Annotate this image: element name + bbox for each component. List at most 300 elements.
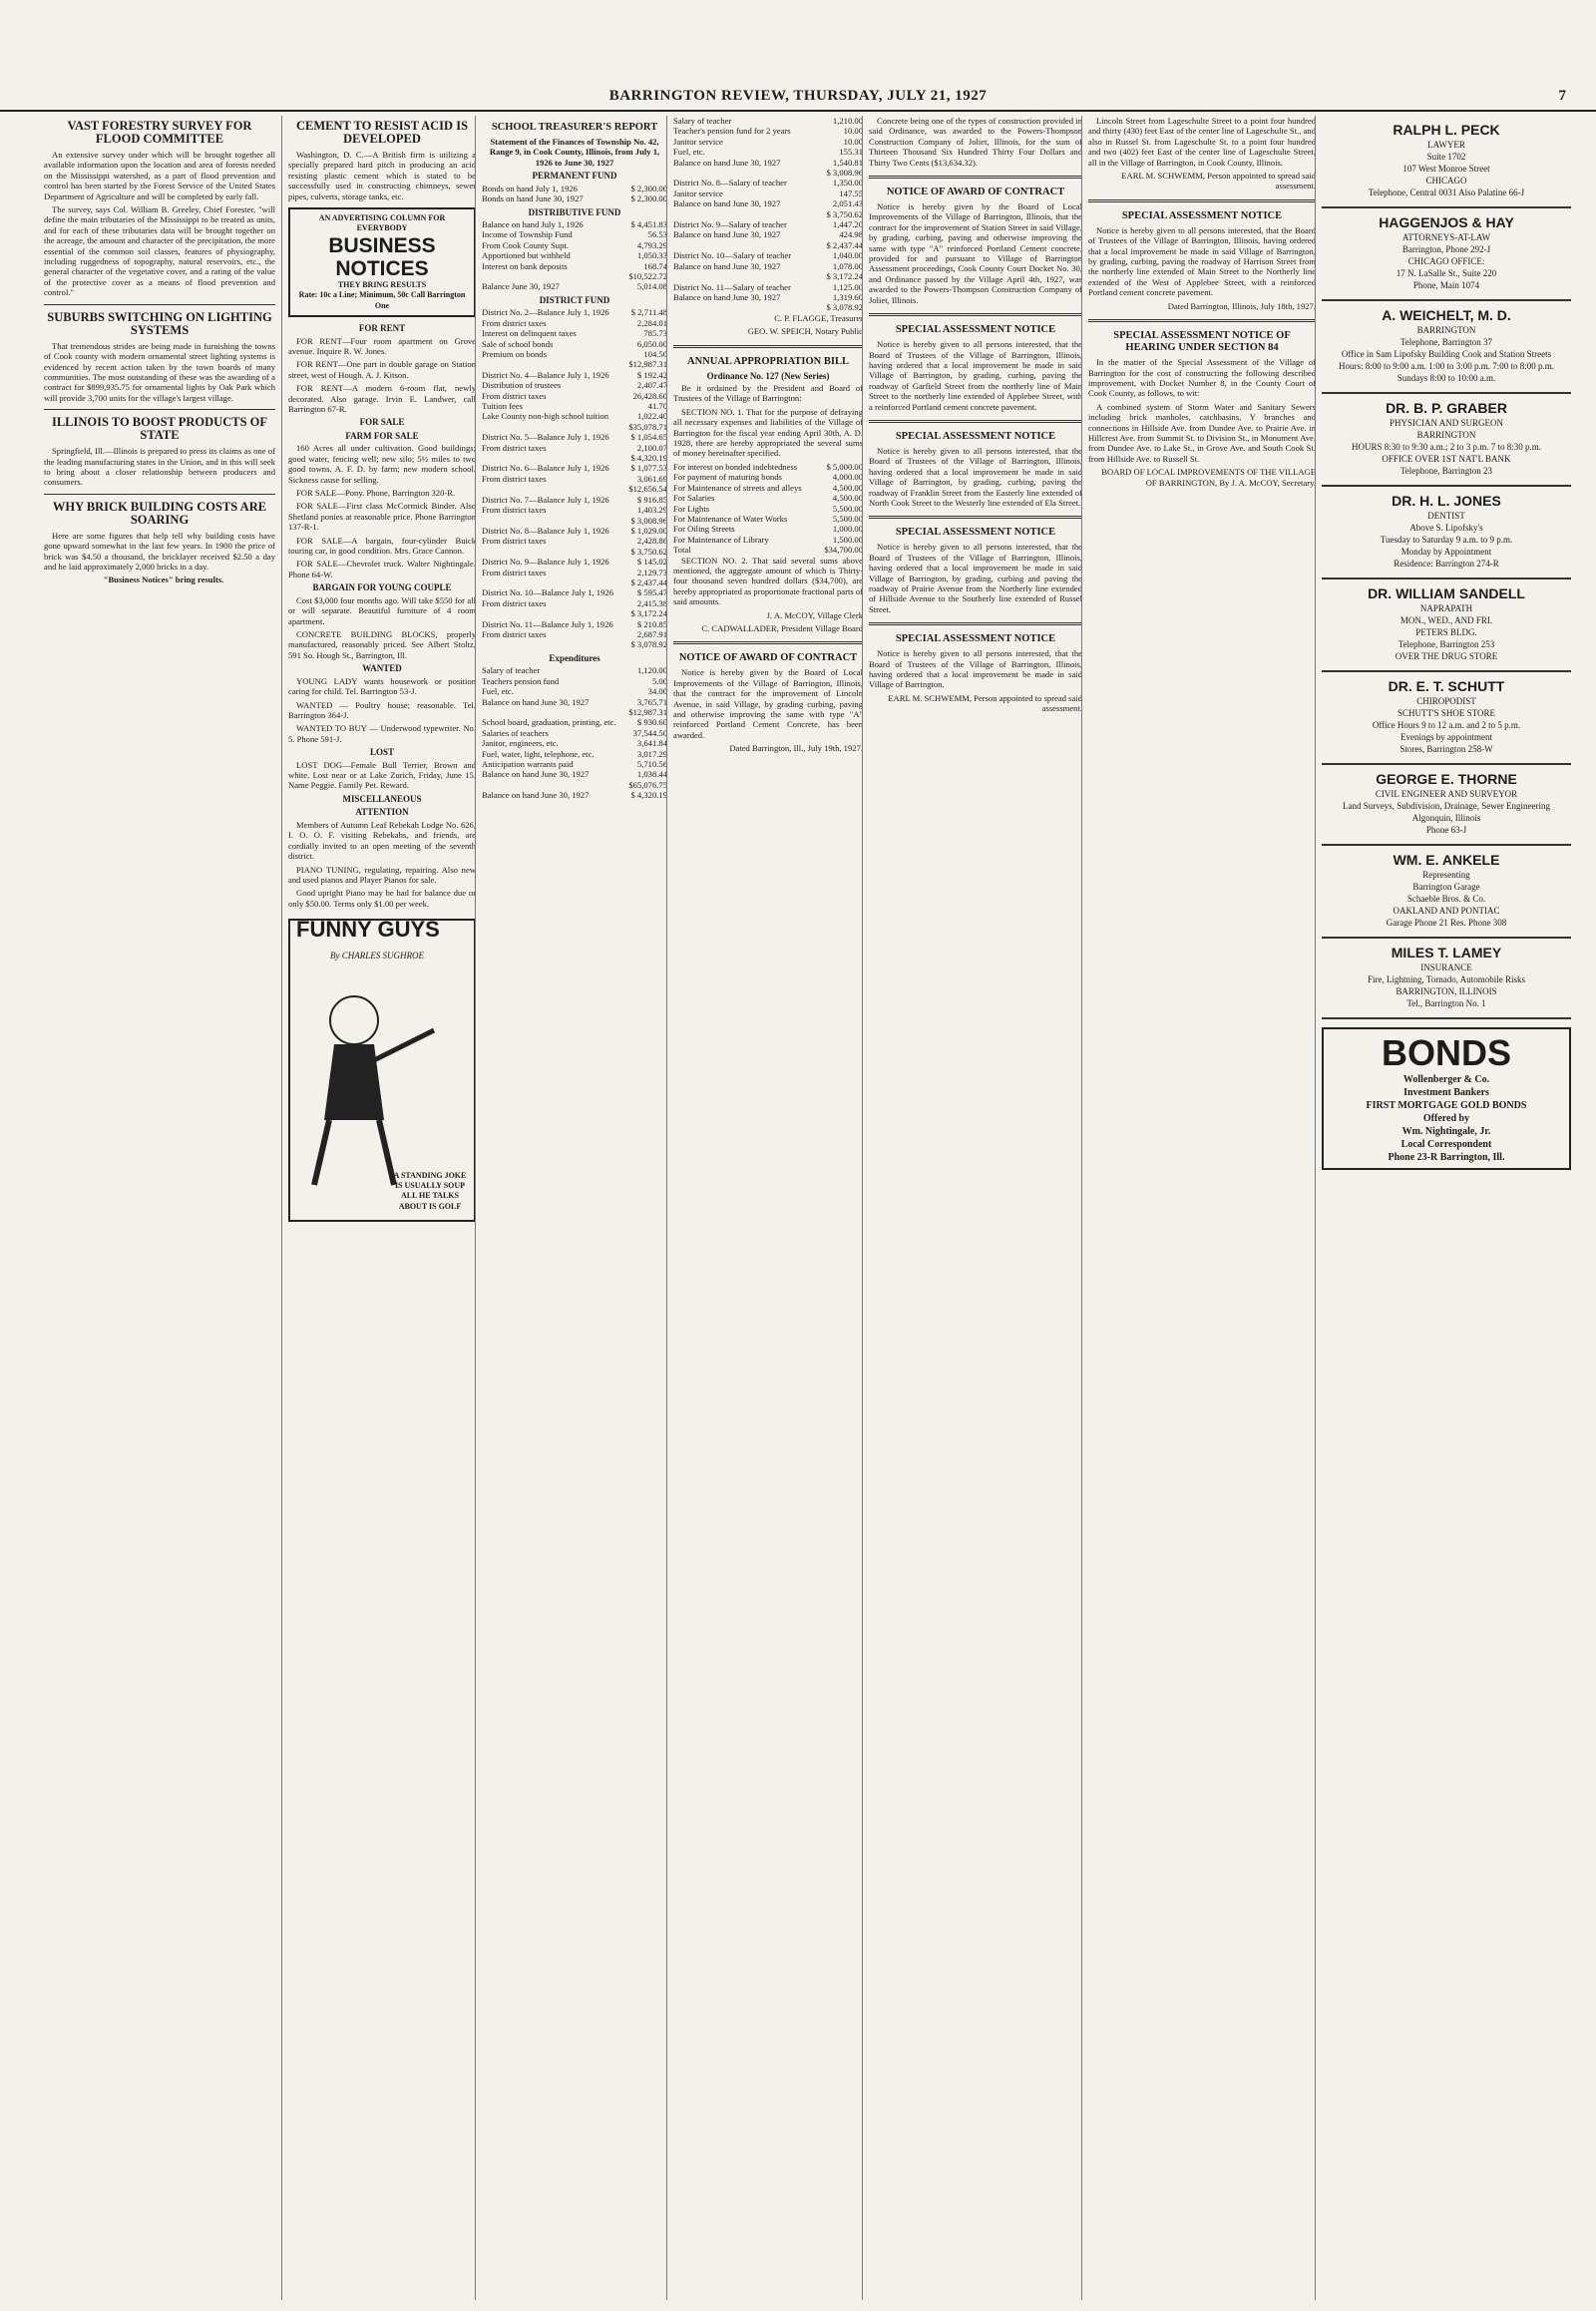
business-card-line: Schaeble Bros. & Co. — [1406, 894, 1486, 904]
ledger-label: Sale of school bonds — [482, 338, 554, 349]
ledger-amount: $ 916.85 — [636, 494, 667, 505]
bonds-ad — [1322, 1027, 1571, 1170]
ledger-row — [673, 178, 863, 188]
ledger-amount: 1,210.00 — [832, 116, 863, 126]
article-text: Concrete being one of the types of construction provided in said Ordinance, was awarded to the Powers-Thompson Construction Company of Joliet, Illinois, for the sum of Thirteen Thousand Six Hundred Thirty Four Dollars and Thirty Two Cents ($13,634.32). — [869, 116, 1082, 168]
ledger-label: Janitor service — [673, 188, 723, 198]
business-card-line: BARRINGTON, ILLINOIS — [1396, 986, 1497, 996]
business-card — [1322, 672, 1571, 765]
ledger-row — [482, 505, 667, 515]
classified-ad: FOR RENT—One part in double garage on Station street, west of Hough. A. J. Kitson. — [288, 359, 476, 380]
article-text: Notice is hereby given to all persons interested, that the Board of Trustees of the Village of Barrington, Illinois, having ordered that a local improvement be made in said Village of Barrington, by grading, curbing, paving the roadway of Franklin Street from the Easterly line extended of North Cook Street to the Westerly line extended of Ela Street. — [869, 445, 1082, 508]
ledger-amount: $ 3,008.96 — [630, 515, 667, 526]
business-card-line: Tel., Barrington No. 1 — [1406, 998, 1486, 1008]
ledger-amount: 5,500.00 — [832, 503, 863, 514]
business-card-line: Barrington Garage — [1412, 882, 1480, 892]
section-wanted: WANTED — [362, 663, 402, 674]
ledger-label: From district taxes — [482, 473, 547, 484]
ledger-amount: $ 2,300.00 — [630, 183, 667, 193]
ledger-row — [673, 302, 863, 312]
column-6 — [1081, 116, 1316, 2300]
article-text: Notice is hereby given to all persons interested, that the Board of Trustees of the Village of Barrington, Illinois, having ordered that a local improvement be made in said Village of Barrington. — [869, 648, 1082, 690]
bonds-title: BONDS — [1381, 1032, 1511, 1073]
newspaper-title: BARRINGTON REVIEW, THURSDAY, JULY 21, 1927 — [608, 88, 988, 104]
ledger-amount: 1,319.60 — [832, 291, 863, 302]
business-card-line: SCHUTT'S SHOE STORE — [1397, 708, 1495, 718]
ledger-amount: $ 5,000.00 — [826, 461, 863, 472]
ledger-row — [482, 598, 667, 608]
ledger-amount: 56.53 — [647, 229, 667, 240]
ledger-amount: $ 595.47 — [636, 587, 667, 598]
divider — [44, 494, 275, 495]
ledger-amount: $ 3,008.96 — [826, 168, 863, 179]
ledger-amount: $ 3,750.62 — [630, 546, 667, 557]
ledger-label: Fuel, water, light, telephone, etc. — [482, 748, 595, 759]
business-card-line: CHIROPODIST — [1416, 696, 1476, 706]
ledger-amount: $65,076.75 — [628, 779, 667, 790]
ledger-row — [482, 271, 667, 281]
ledger-row — [673, 229, 863, 239]
headline-award-contract: NOTICE OF AWARD OF CONTRACT — [886, 187, 1065, 198]
ledger-amount: 4,500.00 — [832, 493, 863, 504]
ledger-label: Balance on hand June 30, 1927 — [482, 769, 590, 780]
ledger-row — [673, 116, 863, 126]
ledger-row — [482, 676, 667, 686]
ledger-label: Total — [673, 545, 691, 556]
business-card-line: BARRINGTON — [1416, 430, 1476, 440]
ledger-label: Bonds on hand July 1, 1926 — [482, 183, 578, 193]
ledger-amount: 1,540.81 — [832, 157, 863, 168]
ledger-label: For Lights — [673, 503, 710, 514]
section-lost: LOST — [369, 747, 394, 758]
ledger-label: For Maintenance of Library — [673, 534, 769, 545]
ledger-label: Interest on bank deposits — [482, 260, 568, 271]
business-card-line: OFFICE OVER 1ST NAT'L BANK — [1382, 454, 1511, 464]
business-card-line: Telephone, Barrington 253 — [1397, 639, 1495, 649]
ledger-row — [482, 568, 667, 578]
business-card-line: Fire, Lightning, Tornado, Automobile Risks — [1368, 974, 1525, 984]
ledger-row — [482, 391, 667, 401]
ledger-expenditures-cont — [673, 116, 863, 313]
article-text: Notice is hereby given to all persons interested, that the Board of Trustees of the Village of Barrington, Illinois, having ordered that a local improvement be made in said Village of Barrington, by grading, curbing, paving the roadway of Garfield Street from the northerly line of Main Street to the northerly line extended of Applebee Street, with a reinforced Portland cement concrete pavement. — [869, 339, 1082, 412]
headline-forestry: VAST FORESTRY SURVEY FOR FLOOD COMMITTEE — [67, 119, 252, 146]
ledger-label: Balance June 30, 1927 — [482, 281, 560, 292]
article-text: Be it ordained by the President and Board of Trustees of the Village of Barrington: — [673, 383, 863, 404]
ledger-row — [482, 250, 667, 260]
classified-ad: 160 Acres all under cultivation. Good buildings; good water, fencing well; new silo; 5½ miles to two good towns. A. F. D. by farm; new modern school. Sickness cause for selling. — [288, 443, 476, 485]
ledger-row — [482, 780, 667, 790]
ledger-amount: $12,987.31 — [628, 359, 667, 370]
ledger-amount: 37,544.50 — [632, 727, 667, 738]
ledger-row — [482, 229, 667, 239]
classified-ad: Cost $3,000 four months ago. Will take $550 for all or will separate. Beautiful furniture of 4 room apartment. — [288, 594, 476, 626]
headline-appropriation: ANNUAL APPROPRIATION BILL — [687, 355, 849, 367]
business-card-name: DR. H. L. JONES — [1392, 493, 1501, 509]
classified-ad: FOR RENT—A modern 6-room flat, newly decorated. Also garage. Irvin E. Landwer, call Barrington 67-R. — [288, 383, 476, 414]
cartoon-caption: A STANDING JOKE IS USUALLY SOUP ALL HE TALKS ABOUT IS GOLF — [393, 1170, 467, 1211]
ledger-row — [482, 728, 667, 738]
business-card-name: DR. E. T. SCHUTT — [1388, 678, 1505, 694]
business-card-line: Garage Phone 21 Res. Phone 308 — [1386, 918, 1507, 928]
ledger-amount: $ 210.85 — [636, 618, 667, 629]
ledger-amount: 1,500.00 — [832, 534, 863, 545]
classified-ad: Good upright Piano may be had for balance due or only $50.00. Terms only $1.00 per week. — [288, 888, 476, 909]
ledger-permanent — [482, 184, 667, 204]
ledger-row — [673, 545, 863, 555]
business-card-line: Office in Sam Lipofsky Building Cook and Station Streets — [1341, 349, 1552, 359]
article-text: That tremendous strides are being made in furnishing the towns of Cook county with modern ornamental street lighting systems is evidenced by recent action taken by the town boards of many communities. The most outstanding of these was the awarding of a contract for $899,935.75 for ornamental lights by Oak Park which will provide 3,700 units for the village's largest village. — [44, 340, 275, 403]
ledger-amount: $ 2,437.44 — [826, 239, 863, 250]
article-text: SECTION NO. 1. That for the purpose of defraying all necessary expenses and liabilities of the Village of Barrington for the fiscal year ending April 30th, A. D. 1928, there are hereby appropriated the several sums of money hereinafter specified. — [673, 406, 863, 459]
headline-assessment: SPECIAL ASSESSMENT NOTICE — [895, 633, 1056, 645]
ledger-amount: $ 3,172.24 — [630, 608, 667, 619]
ledger-row — [482, 665, 667, 675]
business-card-line: INSURANCE — [1420, 963, 1472, 972]
business-card-line: PETERS BLDG. — [1415, 627, 1477, 637]
ledger-row — [673, 292, 863, 302]
ledger-amount: 1,447.20 — [832, 219, 863, 230]
ledger-row — [482, 484, 667, 494]
article-text: Lincoln Street from Lageschulte Street to a point four hundred and thirty (430) feet East of the center line of Lageschulte St., and also in Russel St. from Lageschulte St. to a point four hundred and two (402) feet East of the center line of Lageschulte Street, all in the Village of Barrington, in Cook County, Illinois. — [1088, 116, 1316, 168]
ledger-row — [673, 504, 863, 514]
ledger-row — [673, 240, 863, 250]
ledger-amount: 168.74 — [643, 260, 667, 271]
ledger-label: Fuel, etc. — [482, 686, 514, 697]
funny-guys-cartoon — [288, 919, 476, 1222]
ledger-row — [482, 526, 667, 536]
headline-treasurer-report: SCHOOL TREASURER'S REPORT — [491, 122, 658, 133]
bonds-line: Wm. Nightingale, Jr. — [1401, 1126, 1491, 1137]
ledger-amount: 6,050.00 — [636, 338, 667, 349]
ledger-label: District No. 10—Salary of teacher — [673, 250, 792, 261]
ledger-row — [673, 462, 863, 472]
ledger-label: For Maintenance of streets and alleys — [673, 482, 802, 493]
ledger-label: For Salaries — [673, 493, 715, 504]
classified-ad: WANTED — Poultry house; reasonable. Tel. Barrington 364-J. — [288, 699, 476, 720]
article-text: Springfield, Ill.—Illinois is prepared to press its claims as one of the leading manufacturing states in the Union, and in this will seek to bring about a closer relationship between producers and consumers. — [44, 446, 275, 488]
business-card-line: Barrington, Phone 292-J — [1401, 244, 1491, 254]
divider — [44, 409, 275, 410]
headline-assessment: SPECIAL ASSESSMENT NOTICE — [895, 527, 1056, 539]
ledger-row — [482, 790, 667, 800]
ledger-label: District No. 4—Balance July 1, 1926 — [482, 369, 609, 380]
business-card-line: Telephone, Barrington 37 — [1399, 337, 1493, 347]
business-card-line: Tuesday to Saturday 9 a.m. to 9 p.m. — [1380, 535, 1513, 545]
business-card-line: HOURS 8:30 to 9:30 a.m.; 2 to 3 p.m. 7 to 8:30 p.m. — [1351, 442, 1541, 452]
cartoon-byline: By CHARLES SUGHROE — [330, 951, 424, 962]
business-card-line: PHYSICIAN AND SURGEON — [1389, 418, 1503, 428]
bargain-heading: BARGAIN FOR YOUNG COUPLE — [312, 582, 452, 593]
ledger-amount: $ 3,078.92 — [826, 302, 863, 313]
bonds-line: Local Correspondent — [1400, 1139, 1492, 1150]
ledger-distributive — [482, 219, 667, 292]
ledger-label: For interest on bonded indebtedness — [673, 461, 798, 472]
ledger-row — [482, 411, 667, 421]
ledger-row — [482, 380, 667, 390]
ledger-amount: $ 3,078.92 — [630, 639, 667, 650]
business-card-line: LAWYER — [1427, 140, 1465, 150]
banner-rate: Rate: 10c a Line; Minimum, 50c Call Barrington One — [298, 290, 466, 310]
ledger-amount: 2,129.73 — [636, 567, 667, 578]
divider — [1088, 199, 1316, 202]
ledger-label: Balance on hand June 30, 1927 — [673, 291, 781, 302]
ledger-amount: $ 4,320.19 — [630, 453, 667, 464]
ledger-row — [482, 749, 667, 759]
business-card-line: BARRINGTON — [1416, 325, 1476, 335]
ledger-amount: 2,415.38 — [636, 597, 667, 608]
classified-ad: CONCRETE BUILDING BLOCKS, properly manufactured, reasonably priced. See Albert Stoltz, 591 So. Hough St., Barrington, Ill. — [288, 629, 476, 660]
ledger-label: Balance on hand June 30, 1927 — [482, 790, 590, 801]
ledger-label: District No. 10—Balance July 1, 1926 — [482, 587, 613, 598]
ledger-amount: 3,061.69 — [636, 473, 667, 484]
ledger-label: Balance on hand June 30, 1927 — [673, 229, 781, 240]
ledger-amount: 1,120.00 — [636, 665, 667, 676]
column-4 — [666, 116, 863, 2300]
ledger-row — [482, 193, 667, 203]
ledger-label: Tuition fees — [482, 401, 523, 412]
ledger-row — [482, 339, 667, 349]
signature: BOARD OF LOCAL IMPROVEMENTS OF THE VILLAGE OF BARRINGTON, By J. A. McCOY, Secretary. — [1101, 467, 1316, 488]
ledger-row — [673, 261, 863, 271]
ledger-row — [673, 168, 863, 178]
ledger-amount: 26,428.60 — [632, 390, 667, 401]
ledger-label: Premium on bonds — [482, 349, 547, 359]
ledger-row — [673, 158, 863, 168]
business-card-line: Evenings by appointment — [1400, 732, 1492, 742]
ledger-row — [482, 443, 667, 453]
ledger-label: Balance on hand June 30, 1927 — [673, 157, 781, 168]
business-card-name: DR. WILLIAM SANDELL — [1368, 585, 1525, 601]
ledger-row — [673, 282, 863, 292]
ledger-amount: $ 192.42 — [636, 369, 667, 380]
ledger-label: District No. 6—Balance July 1, 1926 — [482, 463, 609, 474]
bonds-line: Offered by — [1422, 1113, 1470, 1124]
ledger-row — [673, 137, 863, 147]
column-3 — [475, 116, 667, 2300]
business-card-line: MON., WED., AND FRI. — [1399, 615, 1493, 625]
ledger-row — [482, 349, 667, 359]
ledger-amount: $34,700.00 — [824, 545, 863, 556]
ledger-label: From district taxes — [482, 567, 547, 578]
article-text: SECTION NO. 2. That said several sums above mentioned, the aggregate amount of which is Thirty-four thousand seven hundred dollars ($34,700), are hereby appropriated as proportionate fractional parts of said amounts. — [673, 555, 863, 607]
ledger-amount: 2,100.07 — [636, 442, 667, 453]
ledger-label: District No. 9—Salary of teacher — [673, 219, 787, 230]
ledger-amount: 1,078.00 — [832, 260, 863, 271]
article-text: Notice is hereby given to all persons interested, that the Board of Trustees of the Village of Barrington, Illinois, having ordered that a local improvement be made in said Village of Barrington, by grading, curbing and paving the roadway of Prairie Avenue from the Northerly line extended of Hillside Avenue to the Southerly line extended of Russel Street. — [869, 542, 1082, 614]
classified-ad: FOR SALE—A bargain, four-cylinder Buick touring car, in good condition. Mrs. Grace Cannon. — [288, 535, 476, 557]
section-for-rent: FOR RENT — [358, 323, 406, 334]
business-card — [1322, 394, 1571, 487]
divider — [869, 176, 1082, 179]
ledger-amount: 3,017.29 — [636, 748, 667, 759]
ledger-amount: 2,428.86 — [636, 536, 667, 547]
business-card-line: 107 West Monroe Street — [1402, 164, 1490, 174]
business-card-line: DENTIST — [1427, 511, 1465, 521]
ledger-row — [482, 516, 667, 526]
column-1 — [44, 116, 275, 2300]
ledger-row — [482, 686, 667, 696]
ledger-label: Interest on delinquent taxes — [482, 328, 577, 339]
banner-sub: THEY BRING RESULTS — [337, 279, 427, 289]
classified-ad: FOR SALE—Chevrolet truck. Walter Nightingale. Phone 64-W. — [288, 559, 476, 579]
business-card-line: Phone, Main 1074 — [1412, 280, 1480, 290]
ledger-label: Balance on hand June 30, 1927 — [482, 696, 590, 707]
ledger-row — [482, 261, 667, 271]
ledger-label: Apportioned but withheld — [482, 250, 571, 261]
business-card-line: ATTORNEYS-AT-LAW — [1401, 232, 1491, 242]
business-card-line: 17 N. LaSalle St., Suite 220 — [1396, 268, 1497, 278]
ledger-label: For payment of maturing bonds — [673, 472, 782, 483]
headline-brick: WHY BRICK BUILDING COSTS ARE SOARING — [52, 499, 267, 527]
business-card — [1322, 579, 1571, 672]
ledger-amount: 1,125.00 — [832, 281, 863, 292]
ledger-label: District No. 8—Balance July 1, 1926 — [482, 525, 609, 536]
ledger-row — [673, 198, 863, 208]
business-card — [1322, 765, 1571, 846]
article-text: Washington, D. C.—A British firm is utilizing a specially prepared hard pitch in producing an acid resisting plastic cement which is stated to be successfully used in constructing chimneys, sewer pipes, culverts, storage tanks, etc. — [288, 150, 476, 201]
ledger-row — [482, 587, 667, 597]
ledger-amount: 1,040.00 — [832, 250, 863, 261]
business-card-name: RALPH L. PECK — [1393, 122, 1500, 138]
ledger-label: District No. 5—Balance July 1, 1926 — [482, 432, 609, 443]
ledger-row — [482, 547, 667, 557]
ledger-amount: 155.31 — [839, 147, 863, 158]
ledger-label: From district taxes — [482, 317, 547, 328]
ledger-amount: 1,022.40 — [636, 411, 667, 422]
farm-for-sale: FARM FOR SALE — [345, 430, 419, 441]
ledger-label: Teacher's pension fund for 2 years — [673, 126, 791, 137]
ledger-label: For Maintenance of Water Works — [673, 513, 788, 524]
ledger-row — [482, 639, 667, 649]
article-text: An extensive survey under which will be brought together all available information upon the location and area of forests needed on the Mississippi watershed, as a part of flood prevention and control has been started by the Forest Service of the United States Department of Agriculture and will be completed by early fall. — [44, 150, 275, 201]
business-card-line: OAKLAND AND PONTIAC — [1393, 906, 1500, 916]
ledger-label: From district taxes — [482, 505, 547, 516]
ledger-row — [482, 422, 667, 432]
ledger-label: District No. 11—Salary of teacher — [673, 281, 791, 292]
business-card-line: NAPRAPATH — [1419, 603, 1473, 613]
business-card-name: WM. E. ANKELE — [1393, 852, 1500, 868]
business-card-line: Residence: Barrington 274-R — [1394, 559, 1499, 569]
ledger-amount: 1,403.29 — [636, 505, 667, 516]
business-card-line: Phone 63-J — [1425, 825, 1467, 835]
ledger-appropriations — [673, 462, 863, 556]
ledger-label: District No. 8—Salary of teacher — [673, 178, 787, 189]
business-card-line: Land Surveys, Subdivision, Drainage, Sewer Engineering — [1343, 801, 1550, 811]
ledger-amount: 3,641.84 — [636, 738, 667, 749]
classified-ad: LOST DOG—Female Bull Terrier, Brown and white. Lost near or at Lake Zurich, Friday, June 15. Name Peggie. Family Pet. Reward. — [288, 759, 476, 791]
ledger-amount: 5.00 — [651, 675, 667, 686]
business-cards — [1322, 116, 1571, 1019]
divider — [1088, 319, 1316, 322]
ledger-row — [482, 463, 667, 473]
ledger-amount: 41.70 — [647, 401, 667, 412]
article-text: A combined system of Storm Water and Sanitary Sewers including brick manholes, catchbasins, Y branches and connections in Hillside Ave. from Dundee Ave. to Prairie Ave. in Hillcrest Ave. from Summit St. to Division St., in Monument Ave. from Dundee Ave. to Lake St., in Grove Ave. and South Cook St. from Hillside Ave. to Russell St. — [1088, 401, 1316, 464]
ledger-row — [482, 240, 667, 250]
business-notices-banner — [288, 207, 476, 317]
ledger-row — [482, 557, 667, 567]
signature: C. P. FLAGGE, Treasurer — [774, 312, 863, 323]
ledger-amount: $ 2,437.44 — [630, 577, 667, 587]
ledger-row — [482, 629, 667, 639]
headline-cement: CEMENT TO RESIST ACID IS DEVELOPED — [295, 119, 469, 146]
ledger-row — [673, 271, 863, 281]
ledger-amount: $ 3,750.62 — [826, 208, 863, 219]
ledger-label: Bonds on hand June 30, 1927 — [482, 193, 584, 204]
headline-assessment: SPECIAL ASSESSMENT NOTICE — [1121, 209, 1283, 221]
ledger-row — [482, 697, 667, 707]
ledger-row — [482, 307, 667, 317]
headline-assessment: SPECIAL ASSESSMENT NOTICE — [895, 324, 1056, 336]
ledger-amount: $ 4,451.83 — [630, 219, 667, 230]
business-card-line: Telephone, Barrington 23 — [1399, 466, 1493, 476]
ledger-label: Salary of teacher — [673, 116, 732, 126]
ledger-amount: 2,284.01 — [636, 317, 667, 328]
ledger-label: Salary of teacher — [482, 665, 541, 676]
footer-note: "Business Notices" bring results. — [103, 575, 224, 585]
expenditures-heading: Expenditures — [549, 652, 600, 663]
ledger-row — [482, 401, 667, 411]
ledger-amount: $ 1,029.00 — [630, 525, 667, 536]
headline-award-contract: NOTICE OF AWARD OF CONTRACT — [678, 652, 858, 664]
ledger-row — [673, 147, 863, 157]
article-text: Notice is hereby given to all persons interested, that the Board of Trustees of the Village of Barrington, Illinois, having ordered that a local improvement be made in said Village of Barrington, by grading, curbing, paving the roadway of Harrison Street from the northerly line extended of Main Street to the Northerly line extended of the West of Applebee Street, with a reinforced Portland cement concrete pavement. — [1088, 224, 1316, 298]
ledger-label: From district taxes — [482, 536, 547, 547]
signature: Dated Barrington, Illinois, July 18th, 1927. — [1167, 300, 1316, 311]
cartoon-title: FUNNY GUYS — [296, 917, 440, 943]
bonds-line: Phone 23-R Barrington, Ill. — [1388, 1152, 1505, 1163]
classified-ad: YOUNG LADY wants housework or position caring for child. Tel. Barrington 53-J. — [288, 675, 476, 697]
ledger-amount: 1,038.44 — [636, 769, 667, 780]
ledger-amount: $ 2,711.48 — [630, 307, 667, 318]
ledger-amount: 2,051.43 — [832, 198, 863, 209]
signature: J. A. McCOY, Village Clerk — [766, 609, 863, 620]
business-card-name: A. WEICHELT, M. D. — [1382, 307, 1511, 323]
cartoon-figure-icon — [294, 970, 474, 1200]
ledger-row — [482, 432, 667, 442]
ledger-label: Income of Township Fund — [482, 229, 573, 240]
ledger-row — [673, 472, 863, 482]
ledger-label: Salaries of teachers — [482, 727, 549, 738]
classified-ad: FOR SALE—Pony. Phone, Barrington 320-R. — [296, 488, 456, 499]
ledger-label: School board, graduation, printing, etc. — [482, 717, 616, 728]
ledger-label: District No. 2—Balance July 1, 1926 — [482, 307, 609, 318]
masthead — [0, 88, 1596, 112]
page-number: 7 — [1558, 88, 1566, 104]
signature: EARL M. SCHWEMM, Person appointed to spread said assessment. — [1121, 171, 1316, 192]
ledger-label: Teachers pension fund — [482, 675, 560, 686]
attention-heading: ATTENTION — [355, 807, 409, 818]
business-card — [1322, 301, 1571, 394]
business-card-line: Sundays 8:00 to 10:00 a.m. — [1396, 373, 1496, 383]
classified-ad: PIANO TUNING, regulating, repairing. Also new and used pianos and Player Pianos for sale. — [288, 864, 476, 885]
section-for-sale: FOR SALE — [359, 417, 405, 428]
ledger-amount: 1,350.00 — [832, 178, 863, 189]
ledger-row — [673, 524, 863, 534]
ledger-amount: $10,522.72 — [628, 271, 667, 282]
business-card-line: Hours: 8:00 to 9:00 a.m. 1:00 to 3:00 p.m. 7:00 to 8:00 p.m. — [1339, 361, 1554, 371]
ledger-amount: 785.73 — [643, 328, 667, 339]
divider — [673, 641, 863, 644]
ledger-amount: 5,500.00 — [832, 513, 863, 524]
ledger-row — [673, 126, 863, 136]
business-card — [1322, 116, 1571, 208]
ledger-amount: 2,407.47 — [636, 380, 667, 391]
section-misc: MISCELLANEOUS — [342, 793, 422, 804]
ledger-amount: 5,710.56 — [636, 758, 667, 769]
ledger-amount: $ 1,077.53 — [630, 463, 667, 474]
business-card-line: Office Hours 9 to 12 a.m. and 2 to 5 p.m. — [1372, 720, 1521, 730]
ledger-row — [673, 514, 863, 524]
